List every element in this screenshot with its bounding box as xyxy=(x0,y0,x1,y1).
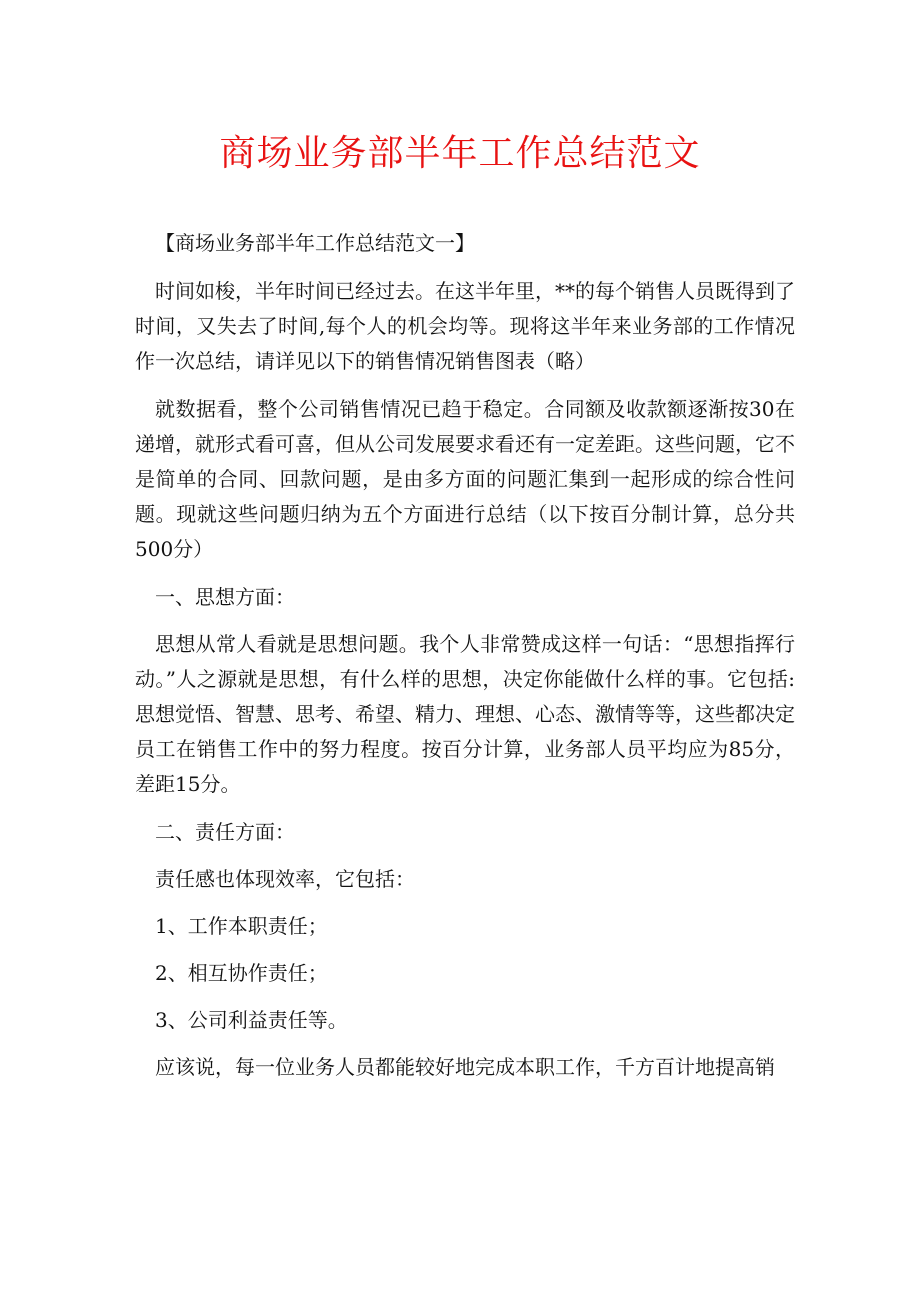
paragraph-data-overview: 就数据看，整个公司销售情况已趋于稳定。合同额及收款额逐渐按30在递增，就形式看可喜，但从公司发展要求看还有一定差距。这些问题，它不是简单的合同、回款问题，是由多方面的问题汇集到一起形成的综合性问题。现就这些问题归纳为五个方面进行总结（以下按百分制计算，总分共500分） xyxy=(135,397,795,561)
paragraph-responsibility-detail: 应该说，每一位业务人员都能较好地完成本职工作，千方百计地提高销 xyxy=(155,1055,775,1079)
section-heading-part-one: 【商场业务部半年工作总结范文一】 xyxy=(155,231,475,255)
document-title: 商场业务部半年工作总结范文 xyxy=(219,133,701,174)
paragraph-thought: 思想从常人看就是思想问题。我个人非常赞成这样一句话：“思想指挥行动。”人之源就是思想，有什么样的思想，决定你能做什么样的事。它包括: 思想觉悟、智慧、思考、希望、精力、理想、心态、激情等等，这些都决定员工在销售工作中的努力程度。按百分计算，业务部人员平均应为85分，差距15分。 xyxy=(135,632,795,796)
list-item-3: 3、公司利益责任等。 xyxy=(155,1008,348,1032)
list-item-1: 1、工作本职责任； xyxy=(155,914,328,938)
heading-responsibility: 二、责任方面： xyxy=(155,820,295,844)
heading-thought: 一、思想方面： xyxy=(155,585,295,609)
list-item-2: 2、相互协作责任； xyxy=(155,961,328,985)
document-body xyxy=(135,226,795,1098)
paragraph-intro: 时间如梭，半年时间已经过去。在这半年里，**的每个销售人员既得到了时间，又失去了时间,每个人的机会均等。现将这半年来业务部的工作情况作一次总结，请详见以下的销售情况销售图表（略） xyxy=(135,279,795,373)
paragraph-responsibility-intro: 责任感也体现效率，它包括： xyxy=(155,867,415,891)
